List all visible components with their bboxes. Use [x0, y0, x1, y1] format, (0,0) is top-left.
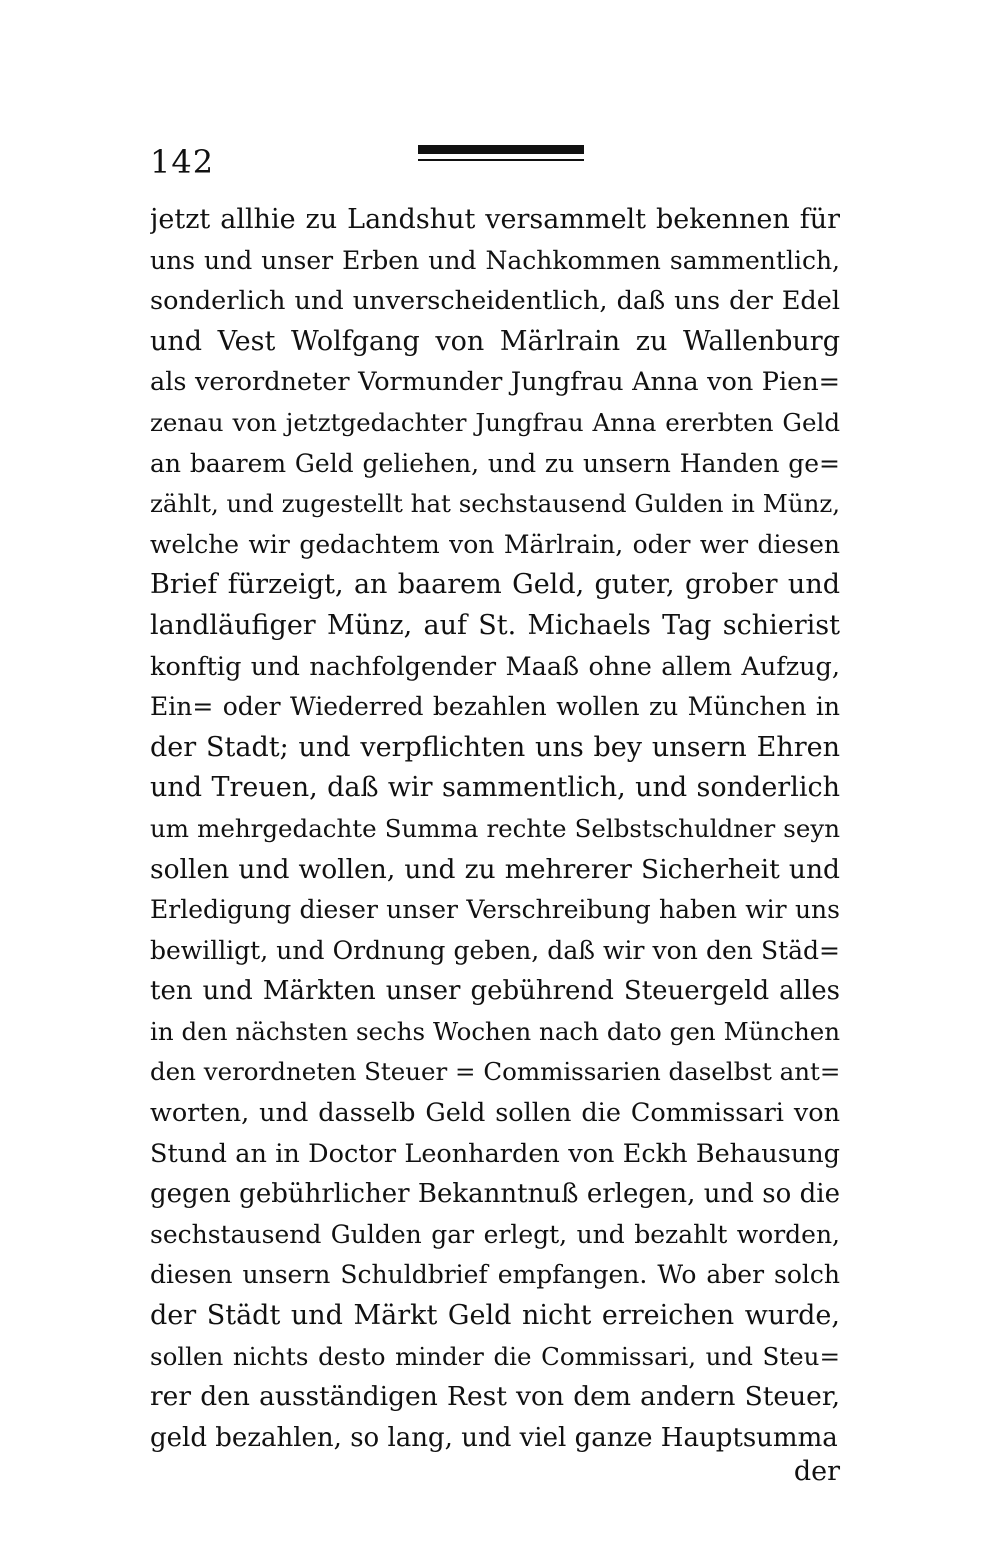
- text-line: den verordneten Steuer = Commissarien daselbst ant=: [150, 1057, 840, 1087]
- text-line: jetzt allhie zu Landshut versammelt bekennen für: [150, 204, 840, 235]
- catchword: der: [793, 1456, 840, 1487]
- text-line: rer den ausständigen Rest von dem andern Steuer,: [150, 1381, 840, 1413]
- text-line: und Vest Wolfgang von Märlrain zu Wallenburg: [150, 325, 840, 357]
- text-line: und Treuen, daß wir sammentlich, und sonderlich: [150, 772, 840, 804]
- text-line: sonderlich und unverscheidentlich, daß uns der Edel: [150, 286, 840, 317]
- text-line: sollen und wollen, und zu mehrerer Sicherheit und: [150, 853, 840, 885]
- text-line: in den nächsten sechs Wochen nach dato gen München: [150, 1016, 840, 1046]
- text-line: um mehrgedachte Summa rechte Selbstschuldner seyn: [150, 813, 840, 843]
- text-line: landläufiger Münz, auf St. Michaels Tag schierist: [150, 609, 840, 641]
- body-text: [150, 200, 840, 1458]
- text-line: Brief fürzeigt, an baarem Geld, guter, grober und: [150, 569, 840, 601]
- text-line: als verordneter Vormunder Jungfrau Anna von Pien=: [150, 367, 840, 398]
- text-line: welche wir gedachtem von Märlrain, oder wer diesen: [150, 529, 840, 559]
- text-line: geld bezahlen, so lang, und viel ganze Hauptsumma: [150, 1422, 838, 1453]
- text-line: sechstausend Gulden gar erlegt, und bezahlt worden,: [150, 1219, 840, 1249]
- text-line: diesen unsern Schuldbrief empfangen. Wo aber solch: [150, 1260, 840, 1290]
- text-line: sollen nichts desto minder die Commissari, und Steu=: [150, 1341, 840, 1371]
- text-line: Erledigung dieser unser Verschreibung haben wir uns: [150, 895, 840, 925]
- text-line: ten und Märkten unser gebührend Steuergeld alles: [150, 976, 840, 1007]
- header-rule-thin: [418, 159, 584, 161]
- text-line: der Stadt; und verpflichten uns bey unsern Ehren: [150, 731, 840, 763]
- text-line: zählt, und zugestellt hat sechstausend Gulden in Münz,: [150, 489, 840, 519]
- text-line: worten, und dasselb Geld sollen die Commissari von: [150, 1098, 840, 1129]
- text-line: Stund an in Doctor Leonharden von Eckh Behausung: [150, 1138, 840, 1169]
- page-number: 142: [150, 143, 215, 181]
- header-rule: [418, 145, 584, 154]
- text-line: konftig und nachfolgender Maaß ohne allem Aufzug,: [150, 651, 840, 682]
- text-line: bewilligt, und Ordnung geben, daß wir von den Städ=: [150, 935, 840, 965]
- text-line: zenau von jetztgedachter Jungfrau Anna ererbten Geld: [150, 407, 840, 437]
- text-line: uns und unser Erben und Nachkommen sammentlich,: [150, 245, 840, 275]
- text-line: an baarem Geld geliehen, und zu unsern Handen ge=: [150, 448, 840, 478]
- text-line: Ein= oder Wiederred bezahlen wollen zu München in: [150, 692, 840, 722]
- text-line: gegen gebührlicher Bekanntnuß erlegen, und so die: [150, 1179, 840, 1210]
- text-line: der Städt und Märkt Geld nicht erreichen wurde,: [150, 1300, 840, 1332]
